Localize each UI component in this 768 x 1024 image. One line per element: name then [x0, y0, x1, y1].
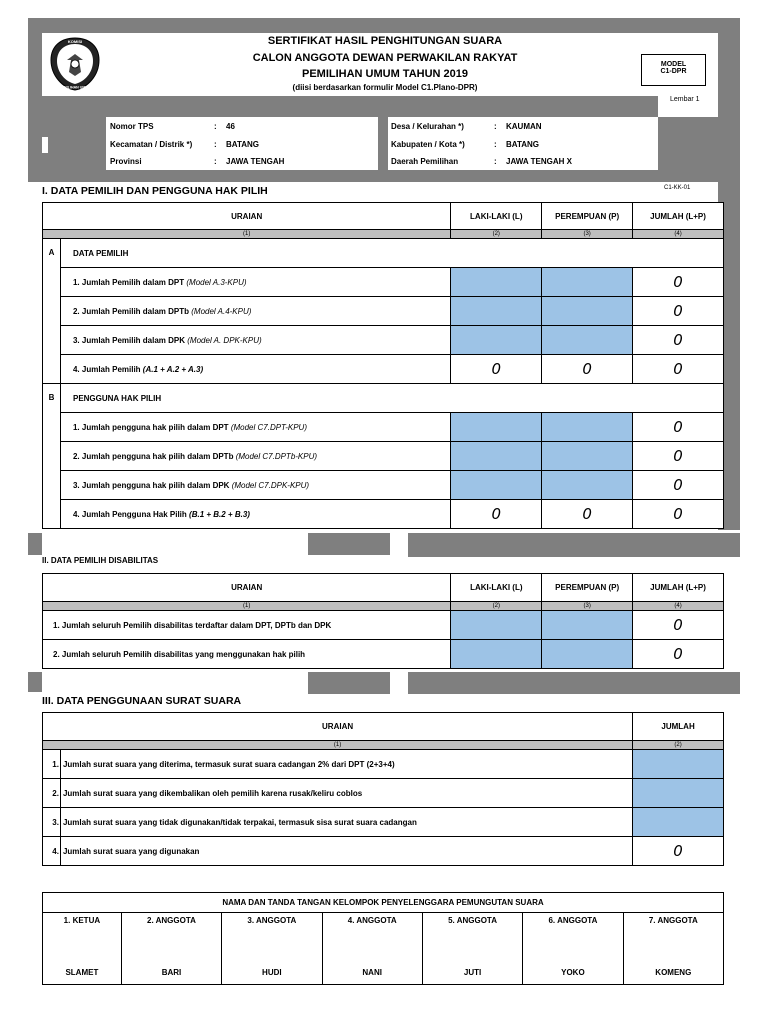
member-name: BARI: [161, 968, 182, 977]
group-a-letter: A: [43, 239, 61, 384]
ballot-2-label: Jumlah surat suara yang dikembalikan oleh pemilih karena rusak/keliru coblos: [60, 779, 632, 808]
section1-table: [42, 202, 724, 529]
info-right-label-3: Daerah Pemilihan: [391, 157, 459, 166]
b1-perempuan-input[interactable]: [542, 413, 633, 442]
a4-total: 0: [633, 355, 724, 384]
s2-header-jumlah: JUMLAH (L+P): [633, 574, 724, 602]
s2-header-perempuan: PEREMPUAN (P): [542, 574, 633, 602]
a3-total: 0: [633, 326, 724, 355]
member-role: 4. ANGGOTA: [347, 916, 397, 925]
disab-2-perempuan-input[interactable]: [542, 640, 633, 669]
a3-laki-input[interactable]: [451, 326, 542, 355]
info-left-colon-3: :: [214, 157, 217, 166]
band-2-mid: [308, 672, 390, 694]
b1-laki-input[interactable]: [451, 413, 542, 442]
signature-cell-anggota-6[interactable]: [523, 913, 623, 985]
b3-label: 3. Jumlah pengguna hak pilih dalam DPK (Model C7.DPK-KPU): [60, 471, 450, 500]
b2-total: 0: [633, 442, 724, 471]
section2-title: II. DATA PEMILIH DISABILITAS: [42, 556, 159, 565]
b3-perempuan-input[interactable]: [542, 471, 633, 500]
signature-cell-anggota-2[interactable]: [121, 913, 221, 985]
disab-1-laki-input[interactable]: [451, 611, 542, 640]
title-line-3: PEMILIHAN UMUM TAHUN 2019: [301, 68, 469, 80]
a4-laki-total: 0: [451, 355, 542, 384]
signature-cell-anggota-3[interactable]: [222, 913, 322, 985]
a2-laki-input[interactable]: [451, 297, 542, 326]
ballot-3-input[interactable]: [633, 808, 724, 837]
logo-text-bottom: PEMILIHAN UMUM: [59, 85, 91, 90]
member-name: YOKO: [561, 968, 585, 977]
s2-col-num: (3): [542, 602, 633, 611]
s3-col-num: (2): [633, 741, 724, 750]
info-left-colon-2: :: [214, 140, 217, 149]
s2-col-num: (2): [451, 602, 542, 611]
band-1-mid: [308, 533, 390, 555]
b2-label: 2. Jumlah pengguna hak pilih dalam DPTb (Model C7.DPTb-KPU): [60, 442, 450, 471]
a1-perempuan-input[interactable]: [542, 268, 633, 297]
info-left-value-2: BATANG: [226, 140, 260, 149]
signature-cell-ketua[interactable]: [43, 913, 122, 985]
s1-col-num: (1): [43, 230, 451, 239]
member-role: 2. ANGGOTA: [147, 916, 196, 925]
s1-col-num: (3): [542, 230, 633, 239]
a2-label: 2. Jumlah Pemilih dalam DPTb (Model A.4-KPU): [60, 297, 450, 326]
info-right-value-3: JAWA TENGAH X: [506, 157, 572, 166]
info-right-colon-3: :: [494, 157, 497, 166]
title-line-2: CALON ANGGOTA DEWAN PERWAKILAN RAKYAT: [252, 52, 518, 64]
a1-total: 0: [633, 268, 724, 297]
b2-laki-input[interactable]: [451, 442, 542, 471]
signature-cell-anggota-4[interactable]: [322, 913, 422, 985]
s1-header-laki: LAKI-LAKI (L): [451, 203, 542, 230]
info-right-label-1: Desa / Kelurahan *): [391, 122, 464, 131]
disab-1-total: 0: [633, 611, 724, 640]
group-b-letter: B: [43, 384, 61, 529]
band-1-right: [408, 533, 740, 557]
left-mark: [42, 137, 48, 153]
signature-title: NAMA DAN TANDA TANGAN KELOMPOK PENYELENGGARA PEMUNGUTAN SUARA: [43, 893, 724, 913]
section2-table: [42, 573, 724, 669]
s1-col-num: (2): [451, 230, 542, 239]
s3-col-num: (1): [43, 741, 633, 750]
a3-perempuan-input[interactable]: [542, 326, 633, 355]
disab-1-perempuan-input[interactable]: [542, 611, 633, 640]
title-subtitle: (diisi berdasarkan formulir Model C1.Plano-DPR): [292, 83, 478, 92]
signature-table: [42, 892, 724, 985]
title-line-1: SERTIFIKAT HASIL PENGHITUNGAN SUARA: [267, 35, 503, 47]
s1-col-num: (4): [633, 230, 724, 239]
a2-total: 0: [633, 297, 724, 326]
section1-code: C1-KK-01: [664, 185, 691, 191]
model-box: [641, 54, 706, 86]
ballot-3-label: Jumlah surat suara yang tidak digunakan/tidak terpakai, termasuk sisa surat suara cadangan: [60, 808, 632, 837]
group-b-title: PENGGUNA HAK PILIH: [60, 384, 723, 413]
info-left-value-1: 46: [226, 122, 235, 131]
s2-col-num: (4): [633, 602, 724, 611]
signature-cell-anggota-7[interactable]: [623, 913, 723, 985]
section3-table: [42, 712, 724, 866]
info-right-colon-2: :: [494, 140, 497, 149]
band-1-left: [28, 533, 42, 555]
ballot-3-no: 3.: [43, 808, 61, 837]
b4-total: 0: [633, 500, 724, 529]
sheet-label: Lembar 1: [670, 96, 700, 103]
b1-total: 0: [633, 413, 724, 442]
info-left-label-1: Nomor TPS: [110, 122, 154, 131]
member-role: 3. ANGGOTA: [247, 916, 297, 925]
b2-perempuan-input[interactable]: [542, 442, 633, 471]
info-right-value-1: KAUMAN: [506, 122, 542, 131]
b3-laki-input[interactable]: [451, 471, 542, 500]
s3-header-jumlah: JUMLAH: [633, 713, 724, 741]
s2-col-num: (1): [43, 602, 451, 611]
info-right-label-2: Kabupaten / Kota *): [391, 140, 465, 149]
b4-label: 4. Jumlah Pengguna Hak Pilih (B.1 + B.2 + B.3): [60, 500, 450, 529]
a2-perempuan-input[interactable]: [542, 297, 633, 326]
ballot-1-label: Jumlah surat suara yang diterima, termasuk surat suara cadangan 2% dari DPT (2+3+4): [60, 750, 632, 779]
section1-title: I. DATA PEMILIH DAN PENGGUNA HAK PILIH: [42, 185, 268, 197]
s1-header-jumlah: JUMLAH (L+P): [633, 203, 724, 230]
info-left-label-3: Provinsi: [110, 157, 142, 166]
a1-label: 1. Jumlah Pemilih dalam DPT (Model A.3-KPU): [60, 268, 450, 297]
ballot-4-total: 0: [633, 837, 724, 866]
band-2-right: [408, 672, 740, 694]
s1-header-uraian: URAIAN: [43, 203, 451, 230]
s1-header-perempuan: PEREMPUAN (P): [542, 203, 633, 230]
member-name: KOMENG: [655, 968, 692, 977]
s3-header-uraian: URAIAN: [43, 713, 633, 741]
sheet-area: [658, 90, 718, 117]
member-name: NANI: [362, 968, 382, 977]
model-label: MODEL: [660, 61, 687, 68]
b3-total: 0: [633, 471, 724, 500]
band-2-left: [28, 672, 42, 692]
b1-label: 1. Jumlah pengguna hak pilih dalam DPT (Model C7.DPT-KPU): [60, 413, 450, 442]
ballot-2-no: 2.: [43, 779, 61, 808]
disab-2-total: 0: [633, 640, 724, 669]
ballot-2-input[interactable]: [633, 779, 724, 808]
b4-perempuan-total: 0: [542, 500, 633, 529]
member-role: 6. ANGGOTA: [548, 916, 598, 925]
member-role: 5. ANGGOTA: [448, 916, 497, 925]
ballot-4-label: Jumlah surat suara yang digunakan: [60, 837, 632, 866]
member-role: 7. ANGGOTA: [648, 916, 698, 925]
logo-text-top: KOMISI: [67, 39, 83, 44]
member-name: JUTI: [463, 968, 482, 977]
ballot-1-no: 1.: [43, 750, 61, 779]
b4-laki-total: 0: [451, 500, 542, 529]
group-a-title: DATA PEMILIH: [60, 239, 723, 268]
signature-cell-anggota-5[interactable]: [422, 913, 522, 985]
disab-2-label: 2. Jumlah seluruh Pemilih disabilitas yang menggunakan hak pilih: [43, 640, 451, 669]
info-right-value-2: BATANG: [506, 140, 540, 149]
ballot-4-no: 4.: [43, 837, 61, 866]
section3-title: III. DATA PENGGUNAAN SURAT SUARA: [42, 695, 242, 707]
a4-perempuan-total: 0: [542, 355, 633, 384]
disab-2-laki-input[interactable]: [451, 640, 542, 669]
kpu-logo: [49, 36, 101, 92]
a4-label: 4. Jumlah Pemilih (A.1 + A.2 + A.3): [60, 355, 450, 384]
info-right-colon-1: :: [494, 122, 497, 131]
member-name: HUDI: [262, 968, 282, 977]
info-left-label-2: Kecamatan / Distrik *): [110, 140, 193, 149]
ballot-1-input[interactable]: [633, 750, 724, 779]
info-left-colon-1: :: [214, 122, 217, 131]
a3-label: 3. Jumlah Pemilih dalam DPK (Model A. DPK-KPU): [60, 326, 450, 355]
info-left-value-3: JAWA TENGAH: [226, 157, 285, 166]
member-name: SLAMET: [65, 968, 99, 977]
s2-header-laki: LAKI-LAKI (L): [451, 574, 542, 602]
s2-header-uraian: URAIAN: [43, 574, 451, 602]
disab-1-label: 1. Jumlah seluruh Pemilih disabilitas terdaftar dalam DPT, DPTb dan DPK: [43, 611, 451, 640]
member-role: 1. KETUA: [63, 916, 101, 925]
a1-laki-input[interactable]: [451, 268, 542, 297]
model-code: C1-DPR: [660, 68, 687, 75]
